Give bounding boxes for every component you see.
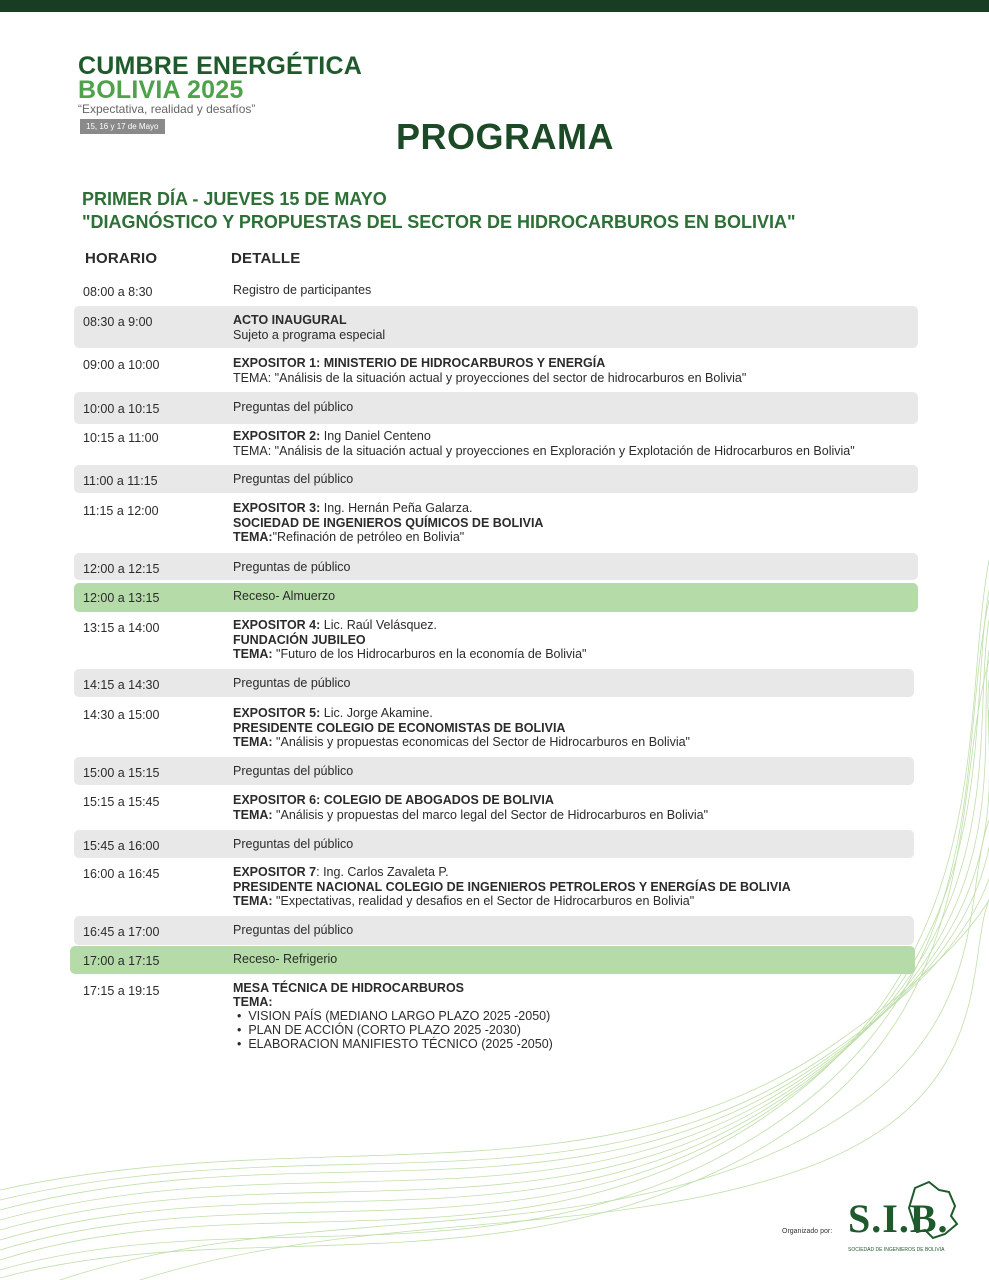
schedule-row [74,553,918,580]
schedule-row [74,350,918,390]
row-detail: Preguntas del público [233,837,354,851]
row-organization: PRESIDENTE NACIONAL COLEGIO DE INGENIEROS PETROLEROS Y ENERGÍAS DE BOLIVIA [233,879,791,894]
row-topic-label: TEMA: [233,894,273,908]
row-detail: Registro de participantes [233,283,372,297]
day-heading [82,188,796,234]
schedule-row-break [74,583,918,612]
day-theme: "DIAGNÓSTICO Y PROPUESTAS DEL SECTOR DE HIDROCARBUROS EN BOLIVIA" [82,212,796,232]
row-topic: "Futuro de los Hidrocarburos en la economía de Bolivia" [272,647,587,661]
organized-by-label: Organizado por: [782,1228,833,1235]
row-detail: Preguntas del público [233,923,354,937]
row-detail: Receso- Refrigerio [233,952,338,966]
row-detail [233,981,913,1051]
row-topic: TEMA: "Análisis de la situación actual y proyecciones en Exploración y Explotación de Hidrocarburos en Bolivia" [233,443,855,458]
schedule-row [74,277,918,305]
row-time: 10:15 a 11:00 [83,431,159,445]
row-detail: Preguntas del público [233,764,354,778]
row-time: 16:00 a 16:45 [83,867,160,881]
row-topic-label: TEMA: [233,647,273,661]
schedule-row [74,669,914,697]
row-subtitle: Sujeto a programa especial [233,327,386,342]
row-time: 10:00 a 10:15 [83,402,160,416]
row-time: 17:15 a 19:15 [83,984,160,998]
row-detail [233,429,913,458]
schedule-row [74,916,914,945]
bullet-item: • VISION PAÍS (MEDIANO LARGO PLAZO 2025 -2050) [237,1009,551,1023]
row-time: 11:00 a 11:15 [83,474,158,488]
row-detail: Receso- Almuerzo [233,589,336,603]
row-time: 13:15 a 14:00 [83,621,160,635]
event-dates-badge: 15, 16 y 17 de Mayo [80,119,165,134]
row-organization: FUNDACIÓN JUBILEO [233,632,366,647]
row-detail [233,313,913,342]
row-time: 14:30 a 15:00 [83,708,160,722]
row-topic-label: TEMA: [233,735,273,749]
sib-logo-subtitle: SOCIEDAD DE INGENIEROS DE BOLIVIA [848,1247,945,1253]
row-time: 16:45 a 17:00 [83,925,160,939]
row-topic: "Análisis y propuestas del marco legal del Sector de Hidrocarburos en Bolivia" [272,807,709,822]
row-topic: TEMA: "Análisis de la situación actual y proyecciones del sector de hidrocarburos en Bolivia" [233,370,747,385]
row-topic-label: TEMA: [233,530,273,544]
row-topic: "Análisis y propuestas economicas del Sector de Hidrocarburos en Bolivia" [272,735,690,749]
schedule-row [74,788,918,828]
row-detail [233,356,913,385]
row-title: EXPOSITOR 7 [233,865,317,879]
schedule-row [74,701,918,756]
schedule-row [74,306,918,348]
schedule-row [74,757,914,785]
row-time: 14:15 a 14:30 [83,678,160,692]
bullet-item: • ELABORACION MANIFIESTO TÉCNICO (2025 -2050) [237,1037,553,1051]
row-time: 15:00 a 15:15 [83,766,160,780]
event-title: CUMBRE ENERGÉTICA [78,52,362,80]
row-time: 15:15 a 15:45 [83,795,160,809]
bullet-item: • PLAN DE ACCIÓN (CORTO PLAZO 2025 -2030) [237,1023,521,1037]
schedule-row [74,424,918,464]
schedule-row [74,392,918,424]
row-detail [233,793,913,822]
row-time: 15:45 a 16:00 [83,839,160,853]
schedule-row [74,613,918,667]
row-topic-label: TEMA: [233,807,273,822]
row-speaker: Ing Daniel Centeno [320,429,431,443]
row-time: 11:15 a 12:00 [83,504,159,518]
row-speaker: Ing. Hernán Peña Galarza. [320,501,473,515]
row-topic-label: TEMA: [233,995,273,1009]
row-detail [233,706,913,750]
event-year: BOLIVIA 2025 [78,76,244,104]
row-title: MESA TÉCNICA DE HIDROCARBUROS [233,981,465,995]
row-time: 09:00 a 10:00 [83,358,160,372]
row-title: EXPOSITOR 1: MINISTERIO DE HIDROCARBUROS Y ENERGÍA [233,356,606,370]
schedule-row [74,976,918,1058]
column-header-time: HORARIO [85,250,158,267]
row-title: EXPOSITOR 2: [233,429,321,443]
event-brand [78,54,362,116]
row-detail: Preguntas de público [233,676,351,690]
sib-logo: S.I.B. [848,1196,949,1241]
row-detail [233,618,913,662]
event-subtitle: “Expectativa, realidad y desafíos” [78,102,256,116]
schedule-row [74,465,918,493]
row-time: 08:00 a 8:30 [83,285,153,299]
row-topic: "Expectativas, realidad y desafios en el Sector de Hidrocarburos en Bolivia" [272,894,695,908]
row-detail: Preguntas del público [233,472,354,486]
column-header-detail: DETALLE [231,250,301,267]
row-speaker: Lic. Jorge Akamine. [320,706,433,720]
schedule-row [74,830,914,858]
row-organization: SOCIEDAD DE INGENIEROS QUÍMICOS DE BOLIVIA [233,515,544,530]
row-speaker: : Ing. Carlos Zavaleta P. [316,865,449,879]
row-time: 12:00 a 12:15 [83,562,160,576]
schedule-row [74,861,918,915]
row-detail [233,865,913,909]
row-speaker: Lic. Raúl Velásquez. [320,618,438,632]
row-title: ACTO INAUGURAL [233,313,347,327]
row-title: EXPOSITOR 4: [233,618,321,632]
row-title: EXPOSITOR 5: [233,706,321,720]
row-topic: "Refinación de petróleo en Bolivia" [272,530,465,544]
row-time: 12:00 a 13:15 [83,591,160,605]
page-title: PROGRAMA [396,116,614,157]
row-title: EXPOSITOR 3: [233,501,321,515]
row-time: 17:00 a 17:15 [83,954,160,968]
row-title: EXPOSITOR 6: COLEGIO DE ABOGADOS DE BOLIVIA [233,793,554,807]
schedule-row [74,496,918,551]
schedule-row-break [70,946,915,974]
row-detail: Preguntas del público [233,400,354,414]
row-detail: Preguntas de público [233,560,351,574]
day-date: PRIMER DÍA - JUEVES 15 DE MAYO [82,189,387,209]
row-organization: PRESIDENTE COLEGIO DE ECONOMISTAS DE BOLIVIA [233,720,566,735]
row-detail [233,501,913,545]
row-time: 08:30 a 9:00 [83,315,153,329]
